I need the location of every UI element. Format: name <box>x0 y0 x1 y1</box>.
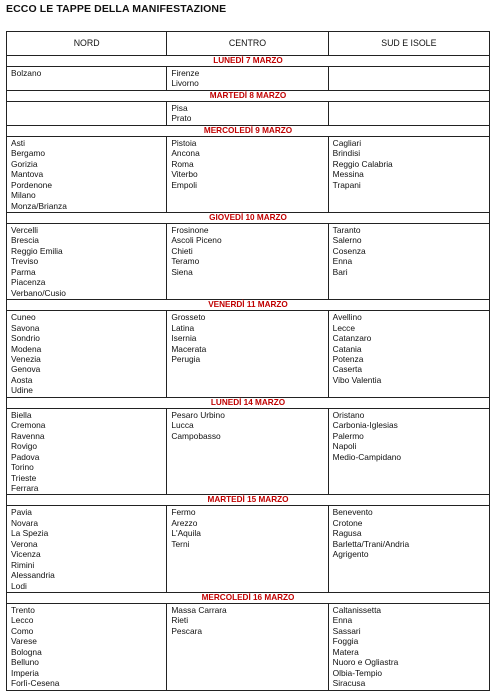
cities-row <box>7 136 490 212</box>
city-name: Ferrara <box>11 482 39 493</box>
city-name: Matera <box>332 646 359 657</box>
day-label: MARTEDÌ 15 MARZO <box>7 495 490 506</box>
city-name: Mantova <box>11 169 44 180</box>
city-name: Vercelli <box>11 224 38 235</box>
city-name: Campobasso <box>171 430 221 441</box>
city-name: Pistoia <box>171 137 197 148</box>
city-name: Arezzo <box>171 517 198 528</box>
centro-cities-cell <box>167 67 328 91</box>
city-name: Treviso <box>11 256 39 267</box>
city-name: Pescara <box>171 625 203 636</box>
nord-cities-cell <box>7 506 167 593</box>
city-name: Fermo <box>171 507 196 518</box>
city-name: Savona <box>11 322 40 333</box>
day-label: VENERDÌ 11 MARZO <box>7 300 490 311</box>
city-name: Modena <box>11 343 42 354</box>
city-name: Enna <box>332 615 353 626</box>
city-name: Vicenza <box>11 549 41 560</box>
city-name: Macerata <box>171 343 207 354</box>
city-name: Pesaro Urbino <box>171 409 225 420</box>
sud-cities-cell <box>328 223 489 299</box>
city-name: Asti <box>11 137 25 148</box>
city-name: L'Aquila <box>171 528 201 539</box>
city-name: Genova <box>11 364 41 375</box>
city-name: Ascoli Piceno <box>171 235 222 246</box>
city-name: Empoli <box>171 179 197 190</box>
day-header-row <box>7 56 490 67</box>
city-name: Ragusa <box>332 528 362 539</box>
city-name: Sassari <box>332 625 361 636</box>
city-name: Terni <box>171 538 190 549</box>
city-name: Siena <box>171 266 193 277</box>
city-name: Lucca <box>171 420 194 431</box>
city-name: Enna <box>332 256 353 267</box>
city-name: Viterbo <box>171 169 198 180</box>
city-name: Reggio Emilia <box>11 245 63 256</box>
day-label: GIOVEDÌ 10 MARZO <box>7 212 490 223</box>
city-name: Cosenza <box>332 245 366 256</box>
city-name: Cremona <box>11 420 46 431</box>
cities-row <box>7 101 490 125</box>
nord-cities-cell <box>7 408 167 495</box>
city-name: Taranto <box>332 224 361 235</box>
city-name: Lecco <box>11 615 34 626</box>
nord-cities-cell <box>7 101 167 125</box>
day-header-row <box>7 212 490 223</box>
city-name: Rovigo <box>11 441 38 452</box>
schedule-body <box>7 56 490 691</box>
city-name: Aosta <box>11 374 33 385</box>
city-name: Cagliari <box>332 137 362 148</box>
day-label: LUNEDÌ 14 MARZO <box>7 397 490 408</box>
cities-row <box>7 311 490 398</box>
city-name: Bergamo <box>11 148 45 159</box>
city-name: Olbia-Tempio <box>332 667 382 678</box>
centro-cities-cell <box>167 311 328 398</box>
day-header-row <box>7 593 490 604</box>
city-name: Vibo Valentia <box>332 374 382 385</box>
city-name: Teramo <box>171 256 200 267</box>
city-name: Trento <box>11 605 35 616</box>
city-name: Prato <box>171 113 192 124</box>
city-name: Agrigento <box>332 549 369 560</box>
day-header-row <box>7 495 490 506</box>
city-name: Parma <box>11 266 36 277</box>
city-name: Sondrio <box>11 333 40 344</box>
city-name: Milano <box>11 190 36 201</box>
city-name: Potenza <box>332 353 364 364</box>
city-name: Monza/Brianza <box>11 200 67 211</box>
centro-cities-cell <box>167 101 328 125</box>
day-label: MARTEDÌ 8 MARZO <box>7 90 490 101</box>
sud-cities-cell <box>328 136 489 212</box>
nord-cities-cell <box>7 311 167 398</box>
city-name: Forlì-Cesena <box>11 678 60 689</box>
city-name: Cuneo <box>11 312 36 323</box>
city-name: Brescia <box>11 235 39 246</box>
city-name: Oristano <box>332 409 365 420</box>
city-name: Torino <box>11 462 34 473</box>
city-name: Bologna <box>11 646 42 657</box>
city-name: Ravenna <box>11 430 45 441</box>
city-name: Caltanissetta <box>332 605 382 616</box>
city-name: Salerno <box>332 235 362 246</box>
city-name: Imperia <box>11 667 39 678</box>
city-name: Crotone <box>332 517 363 528</box>
header-centro: CENTRO <box>167 32 328 56</box>
city-name: Catania <box>332 343 362 354</box>
header-row <box>7 32 490 56</box>
city-name: Reggio Calabria <box>332 158 393 169</box>
sud-cities-cell <box>328 506 489 593</box>
city-name: Rieti <box>171 615 189 626</box>
city-name: Isernia <box>171 333 197 344</box>
city-name: Medio-Campidano <box>332 451 402 462</box>
city-name: Udine <box>11 385 33 396</box>
city-name: Firenze <box>171 68 200 78</box>
day-label: MERCOLEDÌ 9 MARZO <box>7 125 490 136</box>
centro-cities-cell <box>167 604 328 691</box>
city-name: Siracusa <box>332 678 366 689</box>
city-name: Chieti <box>171 245 193 256</box>
city-name: Venezia <box>11 353 41 364</box>
city-name: Gorizia <box>11 158 38 169</box>
city-name: Livorno <box>171 78 199 89</box>
sud-cities-cell <box>328 101 489 125</box>
city-name: Messina <box>332 169 364 180</box>
centro-cities-cell <box>167 506 328 593</box>
city-name: Como <box>11 625 34 636</box>
city-name: Pavia <box>11 507 32 518</box>
cities-row <box>7 604 490 691</box>
sud-cities-cell <box>328 604 489 691</box>
schedule-table <box>6 31 490 691</box>
city-name: Napoli <box>332 441 357 452</box>
city-name: Benevento <box>332 507 373 518</box>
cities-row <box>7 506 490 593</box>
nord-cities-cell <box>7 223 167 299</box>
cities-row <box>7 408 490 495</box>
city-name: Trapani <box>332 179 361 190</box>
city-name: Trieste <box>11 472 37 483</box>
city-name: Pordenone <box>11 179 52 190</box>
centro-cities-cell <box>167 223 328 299</box>
city-name: Ancona <box>171 148 200 159</box>
city-name: Lodi <box>11 580 27 591</box>
city-name: Avellino <box>332 312 362 323</box>
city-name: Verona <box>11 538 38 549</box>
city-name: Palermo <box>332 430 364 441</box>
day-label: MERCOLEDÌ 16 MARZO <box>7 593 490 604</box>
cities-row <box>7 223 490 299</box>
nord-cities-cell <box>7 136 167 212</box>
city-name: Padova <box>11 451 40 462</box>
sud-cities-cell <box>328 408 489 495</box>
day-header-row <box>7 90 490 101</box>
day-header-row <box>7 397 490 408</box>
city-name: Alessandria <box>11 570 55 581</box>
cities-row <box>7 67 490 91</box>
day-header-row <box>7 125 490 136</box>
city-name: Nuoro e Ogliastra <box>332 657 399 668</box>
day-header-row <box>7 300 490 311</box>
city-name: Grosseto <box>171 312 206 323</box>
city-name: Barletta/Trani/Andria <box>332 538 410 549</box>
city-name: Carbonia-Iglesias <box>332 420 398 431</box>
city-name: La Spezia <box>11 528 49 539</box>
city-name: Foggia <box>332 636 359 647</box>
city-name: Catanzaro <box>332 333 372 344</box>
city-name: Caserta <box>332 364 362 375</box>
centro-cities-cell <box>167 136 328 212</box>
city-name: Lecce <box>332 322 356 333</box>
city-name: Roma <box>171 158 194 169</box>
header-nord: NORD <box>7 32 167 56</box>
city-name: Brindisi <box>332 148 361 159</box>
header-sud: SUD E ISOLE <box>328 32 489 56</box>
city-name: Rimini <box>11 559 35 570</box>
centro-cities-cell <box>167 408 328 495</box>
city-name: Latina <box>171 322 195 333</box>
document-title: ECCO LE TAPPE DELLA MANIFESTAZIONE <box>6 3 227 15</box>
sud-cities-cell <box>328 311 489 398</box>
city-name: Massa Carrara <box>171 605 227 616</box>
city-name: Pisa <box>171 102 188 113</box>
day-label: LUNEDÌ 7 MARZO <box>7 56 490 67</box>
city-name: Piacenza <box>11 277 46 288</box>
city-name: Verbano/Cusio <box>11 287 66 298</box>
sud-cities-cell <box>328 67 489 91</box>
city-name: Frosinone <box>171 224 209 235</box>
nord-cities-cell <box>7 604 167 691</box>
city-name: Novara <box>11 517 38 528</box>
city-name: Perugia <box>171 353 201 364</box>
city-name: Belluno <box>11 657 39 668</box>
city-name: Varese <box>11 636 37 647</box>
nord-cities-cell <box>7 67 167 91</box>
city-name: Bolzano <box>11 68 42 78</box>
city-name: Biella <box>11 409 32 420</box>
city-name: Bari <box>332 266 348 277</box>
